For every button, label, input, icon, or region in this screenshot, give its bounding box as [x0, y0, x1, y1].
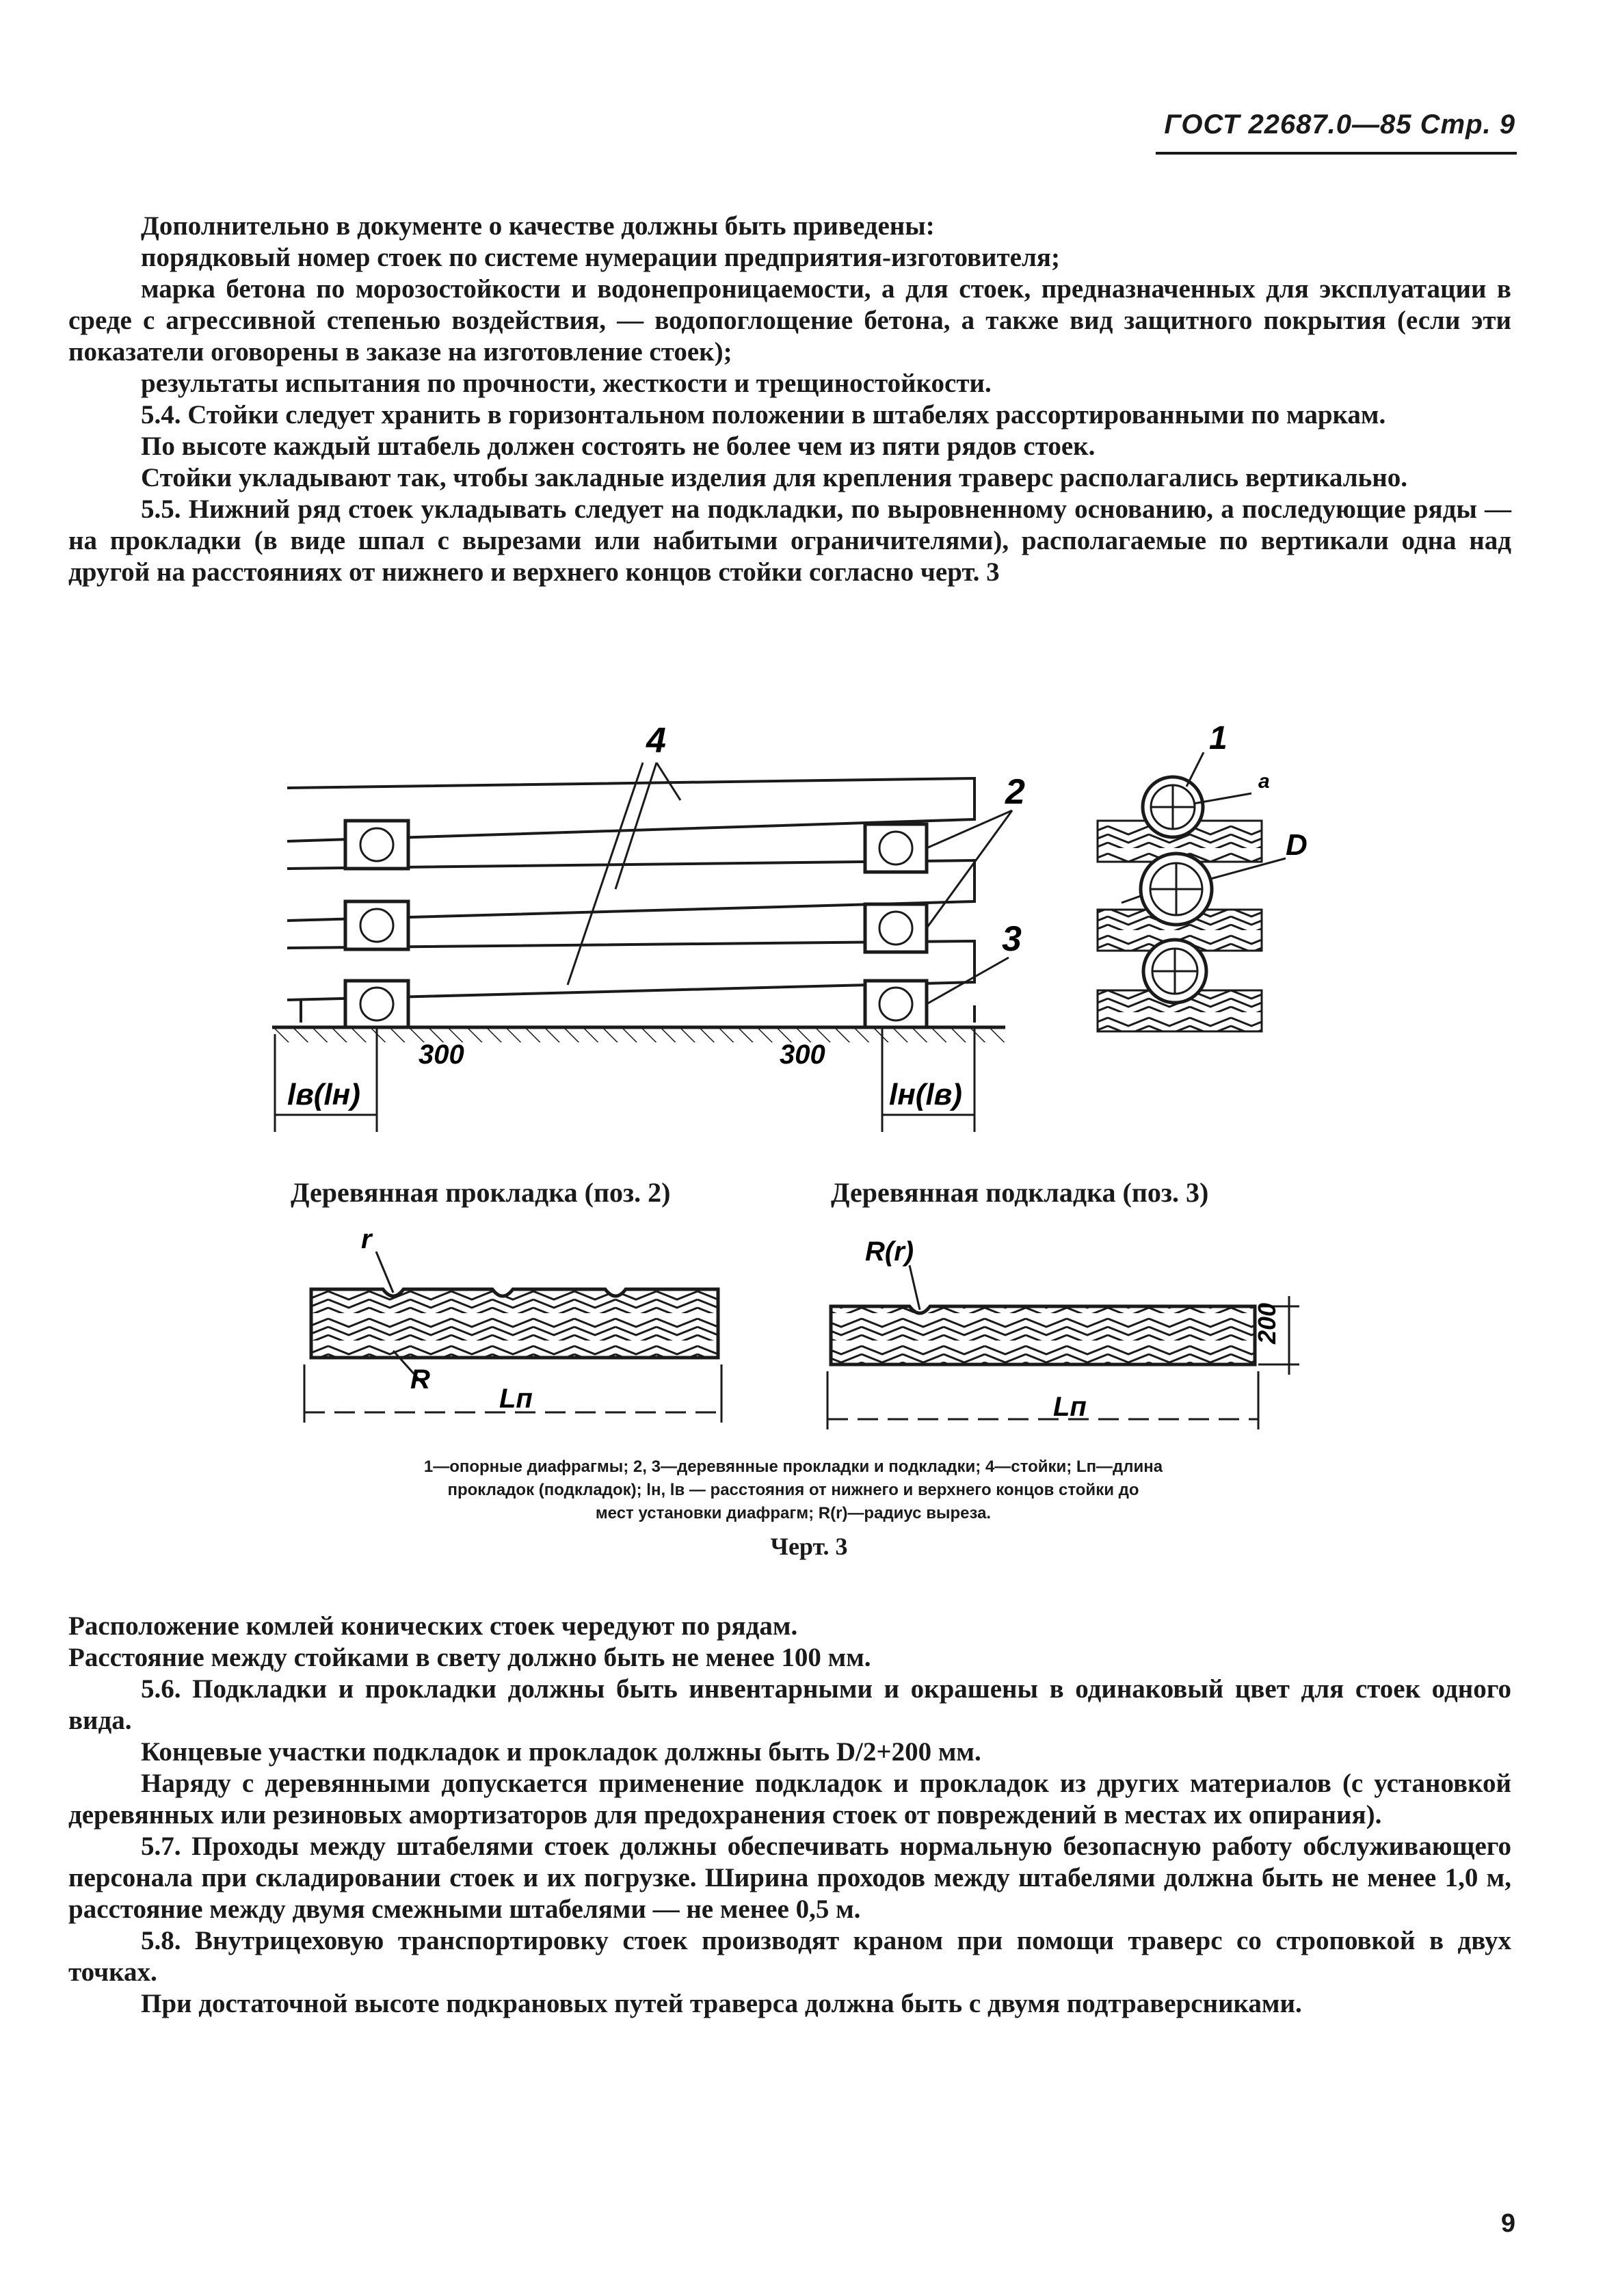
page-number: 9 — [1500, 2209, 1515, 2238]
paragraph: По высоте каждый штабель должен состоять не более чем из пяти рядов стоек. — [141, 432, 1096, 461]
paragraph: порядковый номер стоек по системе нумерации предприятия-изготовителя; — [141, 243, 1060, 272]
R-label: R — [410, 1364, 430, 1395]
dim300-right: 300 — [780, 1040, 825, 1070]
paragraph: 5.4. Стойки следует хранить в горизонтальном положении в штабелях рассортированными по маркам. — [141, 400, 1386, 430]
lv-ln-label: lв(lн) — [287, 1078, 360, 1111]
pos3-label: 3 — [1002, 919, 1022, 959]
pos2-label: 2 — [1005, 772, 1025, 812]
paragraph: Стойки укладывают так, чтобы закладные изделия для крепления траверс располагались вертикально. — [141, 463, 1407, 492]
paragraph: марка бетона по морозостойкости и водонепроницаемости, а для стоек, предназначенных для эксплуатации в среде с агрессивной степенью воздействия, — водопоглощение бетона, а также вид защитного покрытия (если эти показатели оговорены в заказе на изготовление стоек); — [68, 274, 1511, 367]
bottom-text — [68, 1611, 1511, 2020]
paragraph: Наряду с деревянными допускается применение подкладок и прокладок из других материалов (с установкой деревянных или резиновых амортизаторов для предохранения стоек от повреждений в местах их опирания). — [68, 1769, 1511, 1830]
page-header: ГОСТ 22687.0—85 Стр. 9 — [1164, 109, 1515, 140]
pos1-label: 1 — [1209, 720, 1228, 756]
paragraph: При достаточной высоте подкрановых путей траверса должна быть с двумя подтраверсниками. — [141, 1989, 1302, 2018]
dim300-left: 300 — [419, 1040, 464, 1070]
figure-title: Черт. 3 — [770, 1533, 848, 1560]
dim200-label: 200 — [1253, 1302, 1281, 1344]
paragraph: Расстояние между стойками в свету должно быть не менее 100 мм. — [68, 1643, 871, 1672]
paragraph: 5.5. Нижний ряд стоек укладывать следует на подкладки, по выровненному основанию, а последующие ряды — на прокладки (в виде шпал с вырезами или набитыми ограничителями), располагаемые по вертикали одна над другой на расстояниях от нижнего и верхнего концов стойки согласно черт. 3 — [68, 494, 1511, 587]
Lp-left-label: Lп — [499, 1384, 533, 1414]
caption-underlay: Деревянная подкладка (поз. 3) — [831, 1177, 1209, 1208]
legend-line: 1—опорные диафрагмы; 2, 3—деревянные прокладки и подкладки; 4—стойки; Lп—длина — [423, 1457, 1163, 1476]
figure-legend — [260, 1455, 1327, 1525]
paragraph: Дополнительно в документе о качестве должны быть приведены: — [141, 211, 935, 241]
stack-elevation — [272, 721, 1025, 1132]
legend-line: мест установки диафрагм; R(r)—радиус выреза. — [595, 1504, 992, 1522]
pos4-label: 4 — [646, 721, 666, 761]
underlay-detail — [827, 1237, 1299, 1429]
spacer-detail — [304, 1224, 721, 1423]
paragraph: 5.6. Подкладки и прокладки должны быть инвентарными и окрашены в одинаковый цвет для стоек одного вида. — [68, 1674, 1511, 1735]
D-label: D — [1286, 828, 1308, 862]
paragraph: результаты испытания по прочности, жесткости и трещиностойкости. — [141, 369, 992, 398]
caption-spacer: Деревянная прокладка (поз. 2) — [291, 1177, 671, 1208]
stack-section — [1098, 720, 1308, 1031]
paragraph: 5.7. Проходы между штабелями стоек должны обеспечивать нормальную безопасную работу обслуживающего персонала при складировании стоек и их погрузке. Ширина проходов между штабелями должна быть не менее 1,0 м, расстояние между двумя смежными штабелями — не менее 0,5 м. — [68, 1832, 1511, 1924]
ln-lv-label: lн(lв) — [889, 1078, 962, 1111]
Lp-right-label: Lп — [1053, 1392, 1087, 1422]
legend-line: прокладок (подкладок); lн, lв — расстояния от нижнего и верхнего концов стойки до — [447, 1481, 1139, 1499]
a-label: а — [1258, 770, 1270, 793]
paragraph: Расположение комлей конических стоек чередуют по рядам. — [68, 1611, 798, 1641]
Rr-label: R(r) — [865, 1237, 914, 1267]
r-label: r — [361, 1224, 372, 1254]
paragraph: 5.8. Внутрицеховую транспортировку стоек производят краном при помощи траверс со строповкой в двух точках. — [68, 1926, 1511, 1987]
paragraph: Концевые участки подкладок и прокладок должны быть D/2+200 мм. — [141, 1737, 981, 1767]
